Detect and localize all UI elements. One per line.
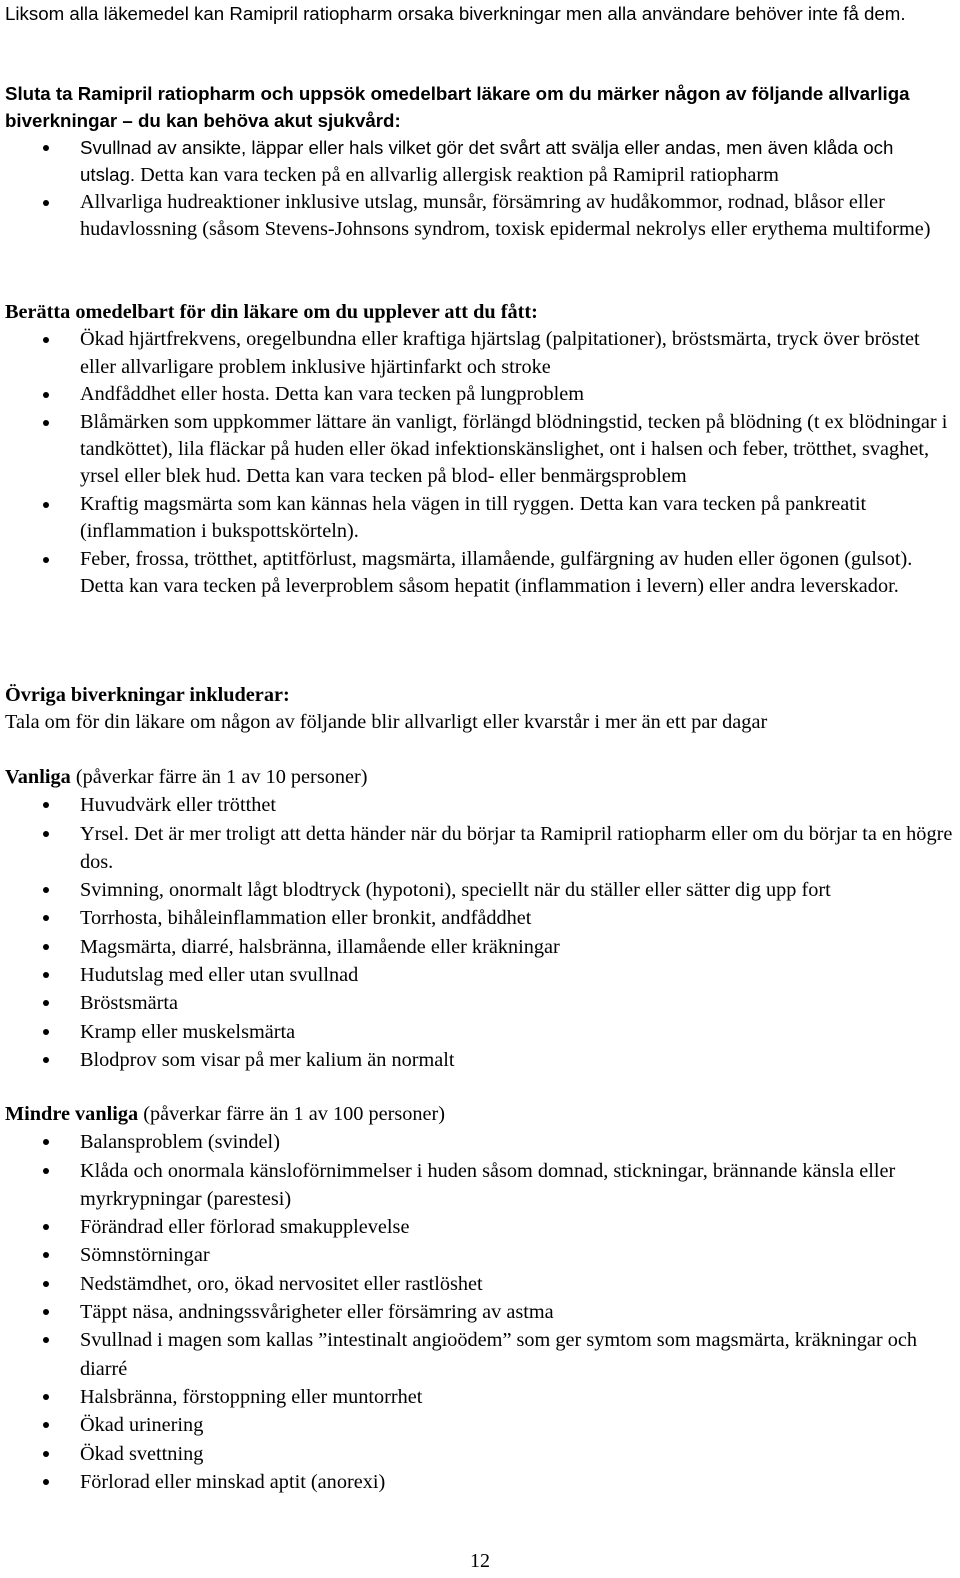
uncommon-section [5, 1100, 953, 1496]
serious-item-1-text: Svullnad av ansikte, läppar eller hals vilket gör det svårt att svälja eller andas, men även klåda och utslag. [80, 137, 894, 185]
list-item: Bröstsmärta [5, 989, 953, 1017]
list-item: Nedstämdhet, oro, ökad nervositet eller rastlöshet [5, 1270, 953, 1298]
list-item: Andfåddhet eller hosta. Detta kan vara tecken på lungproblem [5, 381, 953, 408]
list-item [5, 134, 953, 189]
serious-section [5, 80, 953, 243]
tell-doctor-list [5, 326, 953, 600]
list-item: Feber, frossa, trötthet, aptitförlust, magsmärta, illamående, gulfärgning av huden eller ögonen (gulsot). Detta kan vara tecken på leverproblem såsom hepatit (inflammation i levern) eller andra leverskador. [5, 546, 953, 601]
tell-doctor-section [5, 299, 953, 600]
common-list [5, 791, 953, 1074]
uncommon-label: Mindre vanliga [5, 1103, 139, 1125]
list-item: Täppt näsa, andningssvårigheter eller försämring av astma [5, 1298, 953, 1326]
serious-heading: Sluta ta Ramipril ratiopharm och uppsök omedelbart läkare om du märker någon av följande allvarliga biverkningar – du kan behöva akut sjukvård: [5, 83, 910, 131]
list-item: Hudutslag med eller utan svullnad [5, 961, 953, 989]
serious-list [5, 134, 953, 243]
uncommon-list [5, 1128, 953, 1496]
common-label: Vanliga [5, 766, 71, 788]
other-heading: Övriga biverkningar inkluderar: [5, 684, 290, 706]
page-number: 12 [470, 1550, 490, 1572]
serious-item-2-text: Allvarliga hudreaktioner inklusive utslag, munsår, försämring av hudåkommor, rodnad, blåsor eller hudavlossning (såsom Stevens-Johnsons syndrom, toxisk epidermal nekrolys eller erythema multiforme) [80, 191, 931, 240]
list-item: Blåmärken som uppkommer lättare än vanligt, förlängd blödningstid, tecken på blödning (t ex blödningar i tandköttet), lila fläckar på huden eller ökad infektionskänslighet, ont i halsen och feber, trötthet, svaghet, yrsel eller blek hud. Detta kan vara tecken på blod- eller benmärgsproblem [5, 409, 953, 491]
uncommon-heading [5, 1100, 953, 1128]
list-item: Ökad urinering [5, 1411, 953, 1439]
common-heading [5, 763, 953, 791]
list-item: Klåda och onormala känsloförnimmelser i huden såsom domnad, stickningar, brännande känsla eller myrkrypningar (parestesi) [5, 1157, 953, 1214]
other-text: Tala om för din läkare om någon av följande blir allvarligt eller kvarstår i mer än ett par dagar [5, 711, 768, 734]
list-item [5, 189, 953, 243]
tell-doctor-heading: Berätta omedelbart för din läkare om du upplever att du fått: [5, 301, 538, 323]
list-item: Ökad svettning [5, 1440, 953, 1468]
uncommon-frequency: (påverkar färre än 1 av 100 personer) [138, 1103, 446, 1125]
list-item: Magsmärta, diarré, halsbränna, illamående eller kräkningar [5, 933, 953, 961]
list-item: Balansproblem (svindel) [5, 1128, 953, 1156]
list-item: Torrhosta, bihåleinflammation eller bronkit, andfåddhet [5, 904, 953, 932]
intro-paragraph: Liksom alla läkemedel kan Ramipril ratiopharm orsaka biverkningar men alla användare behöver inte få dem. [5, 3, 906, 24]
common-frequency: (påverkar färre än 1 av 10 personer) [70, 766, 368, 788]
other-section [5, 682, 953, 737]
list-item: Huvudvärk eller trötthet [5, 791, 953, 819]
list-item: Kraftig magsmärta som kan kännas hela vägen in till ryggen. Detta kan vara tecken på pankreatit (inflammation i bukspottskörteln). [5, 491, 953, 546]
list-item: Blodprov som visar på mer kalium än normalt [5, 1046, 953, 1074]
list-item: Svimning, onormalt lågt blodtryck (hypotoni), speciellt när du ställer eller sätter dig upp fort [5, 876, 953, 904]
common-section [5, 763, 953, 1074]
serious-item-1-note: Detta kan vara tecken på en allvarlig allergisk reaktion på Ramipril ratiopharm [135, 164, 779, 186]
list-item: Ökad hjärtfrekvens, oregelbundna eller kraftiga hjärtslag (palpitationer), bröstsmärta, tryck över bröstet eller allvarligare problem inklusive hjärtinfarkt och stroke [5, 326, 953, 381]
list-item: Yrsel. Det är mer troligt att detta händer när du börjar ta Ramipril ratiopharm eller om du börjar ta en högre dos. [5, 820, 953, 877]
list-item: Förlorad eller minskad aptit (anorexi) [5, 1468, 953, 1496]
list-item: Sömnstörningar [5, 1241, 953, 1269]
list-item: Förändrad eller förlorad smakupplevelse [5, 1213, 953, 1241]
list-item: Halsbränna, förstoppning eller muntorrhet [5, 1383, 953, 1411]
list-item: Svullnad i magen som kallas ”intestinalt angioödem” som ger symtom som magsmärta, kräkningar och diarré [5, 1326, 953, 1383]
list-item: Kramp eller muskelsmärta [5, 1018, 953, 1046]
